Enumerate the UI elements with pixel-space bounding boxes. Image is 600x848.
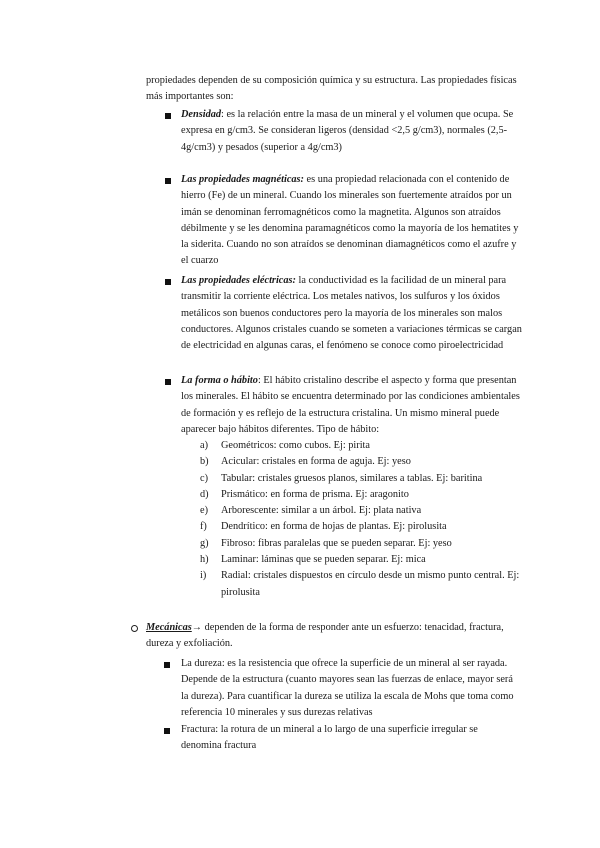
- intro-line-2: más importantes son:: [146, 91, 234, 103]
- habito-text: : El hábito cristalino describe el aspecto y forma que presentan los minerales. El hábito se encuentra determinado por las condiciones ambientales de formación y es reflejo de la estructura cristalina. Un mismo mineral puede aparecer bajo hábitos diferentes. Tipo de hábito:: [181, 375, 520, 435]
- electricas-text: la conductividad es la facilidad de un mineral para transmitir la corriente eléctrica. Los metales nativos, los sulfuros y los óxidos metálicos son buenos conductores pero la mayoría de los minerales son malos conductores. Algunos cristales cuando se someten a variaciones térmicas se cargan de electricidad en algunas caras, el fenómeno se conoce como piroelectricidad: [181, 275, 522, 352]
- list-item-text: Radial: cristales dispuestos en círculo desde un mismo punto central. Ej: pirolusita: [221, 570, 520, 598]
- electricas-term: Las propiedades eléctricas:: [181, 275, 296, 286]
- hollow-circle-bullet-icon: [131, 625, 138, 632]
- densidad-term: Densidad: [181, 109, 222, 120]
- list-item-text: Fibroso: fibras paralelas que se pueden separar. Ej: yeso: [221, 537, 452, 549]
- square-bullet-icon: [165, 379, 171, 385]
- list-item: [200, 438, 530, 454]
- mecanicas-paragraph: [146, 620, 526, 653]
- list-marker: i): [200, 570, 207, 582]
- densidad-item: [181, 107, 526, 156]
- fractura-item: Fractura: la rotura de un mineral a lo largo de una superficie irregular se denomina fractura: [181, 724, 478, 752]
- list-item-text: Acicular: cristales en forma de aguja. Ej: yeso: [221, 456, 411, 468]
- habito-item: [181, 373, 526, 438]
- list-item: [200, 503, 530, 519]
- densidad-text: : es la relación entre la masa de un mineral y el volumen que ocupa. Se expresa en g/cm3. Se consideran ligeros (densidad <2,5 g/cm3), normales (2,5-4g/cm3) y pesados (superior a 4g/cm3): [181, 109, 514, 153]
- list-marker: h): [200, 554, 209, 566]
- intro-paragraph: [146, 73, 546, 106]
- list-item: [200, 536, 530, 552]
- list-item: [200, 487, 530, 503]
- magneticas-text: es una propiedad relacionada con el contenido de hierro (Fe) de un mineral. Cuando los minerales son fuertemente atraídos por un imán se denominan ferromagnéticos como la magnetita. Algunos son atraídos débilmente y se les denomina paramagnéticos como la mayoría de los hematites y la siderita. Cuando no son atraídos se denominan diamagnéticos como el azufre y el cuarzo: [181, 174, 519, 267]
- list-marker: a): [200, 440, 208, 451]
- magneticas-item: [181, 172, 526, 270]
- list-marker: d): [200, 488, 209, 500]
- list-marker: g): [200, 537, 209, 549]
- list-item-text: Geométricos: como cubos. Ej: pirita: [221, 440, 370, 451]
- list-item-text: Laminar: láminas que se pueden separar. Ej: mica: [221, 554, 426, 566]
- square-bullet-icon: [165, 113, 171, 119]
- square-bullet-icon: [164, 728, 170, 734]
- habit-types-list: [200, 438, 530, 601]
- habito-term: La forma o hábito: [181, 375, 258, 386]
- list-item: [200, 471, 530, 487]
- square-bullet-icon: [165, 178, 171, 184]
- list-item: [200, 519, 530, 535]
- dureza-item: La dureza: es la resistencia que ofrece la superficie de un mineral al ser rayada. Depende de la estructura (cuanto mayores sean las fuerzas de enlace, mayor será la dureza). Para cuantificar la dureza se utiliza la escala de Mohs que toma como referencia 10 minerales y sus durezas relativas: [181, 658, 514, 718]
- list-marker: f): [200, 521, 207, 533]
- square-bullet-icon: [165, 279, 171, 285]
- square-bullet-icon: [164, 662, 170, 668]
- list-item-text: Tabular: cristales gruesos planos, similares a tablas. Ej: baritina: [221, 472, 483, 484]
- list-item-text: Prismático: en forma de prisma. Ej: aragonito: [221, 488, 409, 500]
- list-item: [200, 552, 530, 568]
- electricas-item: [181, 273, 526, 354]
- mecanicas-text: → dependen de la forma de responder ante un esfuerzo: tenacidad, fractura, dureza y exfoliación.: [146, 622, 504, 650]
- list-marker: c): [200, 472, 208, 484]
- list-item: [200, 568, 530, 601]
- list-item: [200, 454, 530, 470]
- list-marker: e): [200, 505, 208, 517]
- mecanicas-term: Mecánicas: [146, 622, 192, 633]
- magneticas-term: Las propiedades magnéticas:: [181, 174, 304, 185]
- intro-line-1: propiedades dependen de su composición química y su estructura. Las propiedades físicas: [146, 75, 517, 86]
- list-marker: b): [200, 456, 209, 468]
- list-item-text: Dendrítico: en forma de hojas de plantas. Ej: pirolusita: [221, 521, 447, 533]
- list-item-text: Arborescente: similar a un árbol. Ej: plata nativa: [221, 505, 422, 517]
